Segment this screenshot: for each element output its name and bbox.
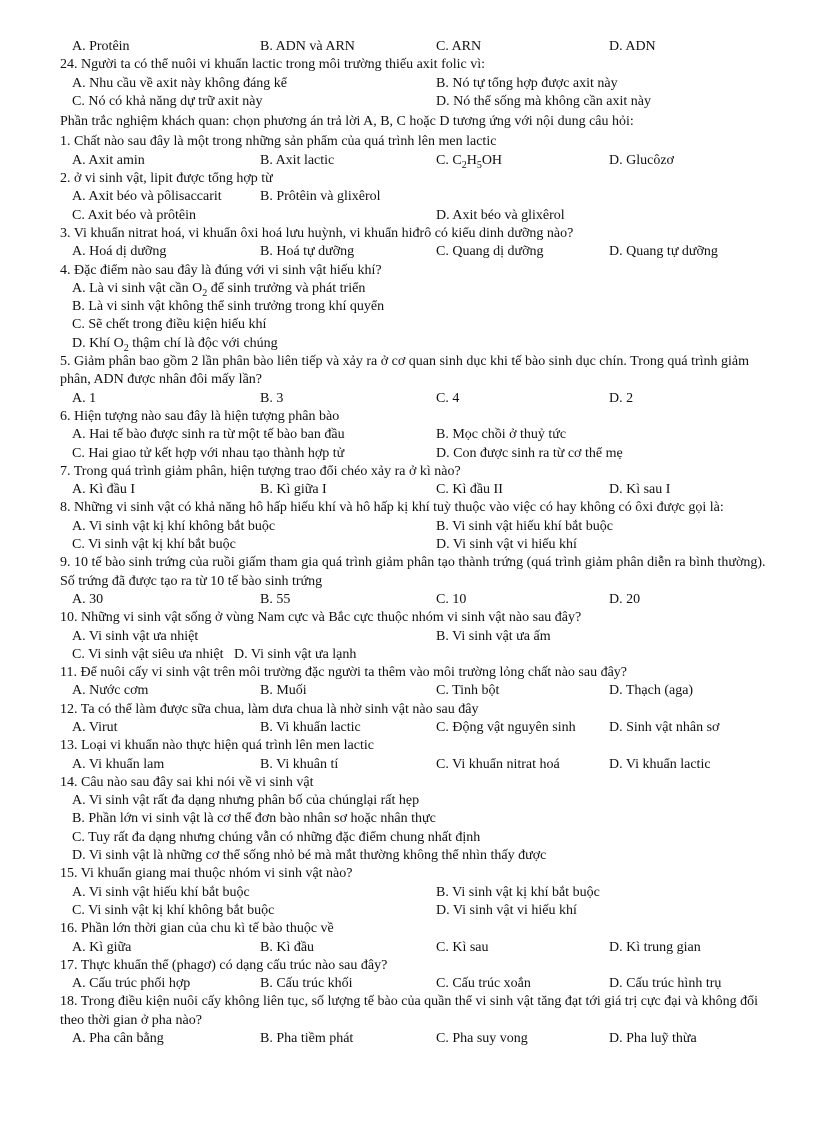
option-b: B. ADN và ARN: [260, 39, 355, 54]
option-a: A. Protêin: [72, 39, 130, 54]
option-b: B. Nó tự tổng hợp được axit này: [436, 75, 618, 91]
question-3-options: [60, 243, 780, 261]
question-8-options-cd: [60, 536, 780, 554]
option-a: A. Axit béo và pôlisaccarit: [72, 189, 222, 205]
option-d: D. Thạch (aga): [609, 683, 694, 699]
question-24-options-ab: [60, 75, 780, 93]
question-4: 4. Đặc điểm nào sau đây là đúng với vi sinh vật hiếu khí?: [60, 262, 382, 278]
option-a: A. 30: [72, 591, 104, 607]
question-17: 17. Thực khuẩn thể (phagơ) có dạng cấu trúc nào sau đây?: [60, 957, 388, 973]
option-c: C. Pha suy vong: [436, 1031, 528, 1047]
option-a: A. Vi sinh vật rất đa dạng nhưng phân bố của chúnglại rất hẹp: [72, 793, 420, 809]
option-d: D. Vi sinh vật là những cơ thể sống nhỏ bé mà mắt thường không thể nhìn thấy được: [72, 848, 547, 864]
option-c: C. Hai giao tử kết hợp với nhau tạo thành hợp tử: [72, 445, 345, 461]
option-b: B. 55: [260, 591, 291, 607]
option-d: D. Con được sinh ra từ cơ thể mẹ: [436, 445, 623, 461]
option-d: D. Kì trung gian: [609, 939, 701, 955]
question-5: 5. Giảm phân bao gồm 2 lần phân bào liên tiếp và xảy ra ở cơ quan sinh dục khi tế bào sinh dục chín. Trong quá trình giảm phân, ADN được nhân đôi mấy lần?: [60, 354, 750, 388]
option-b: B. Vi khuẩn lactic: [260, 719, 361, 735]
option-a: A. Kì đầu I: [72, 482, 135, 498]
option-c: C. ARN: [436, 39, 482, 54]
option-c: C. Tinh bột: [436, 683, 500, 699]
question-9-options: [60, 591, 780, 609]
option-b: B. Mọc chồi ở thuỷ tức: [436, 427, 567, 443]
option-b: B. Axit lactic: [260, 152, 335, 168]
option-a: A. Vi sinh vật hiếu khí bắt buộc: [72, 884, 250, 900]
option-a: A. Là vi sinh vật cần $O_2$ để sinh trưởng và phát triển: [72, 280, 366, 299]
option-a: A. Cấu trúc phối hợp: [72, 976, 191, 992]
question-1-options: [60, 152, 780, 170]
option-b: B. Kì giữa I: [260, 482, 327, 498]
question-16: 16. Phần lớn thời gian của chu kì tế bào thuộc về: [60, 921, 334, 937]
option-c: C. Sẽ chết trong điều kiện hiếu khí: [72, 317, 267, 333]
option-a: A. Hai tế bào được sinh ra từ một tế bào ban đầu: [72, 427, 345, 443]
option-d: D. Cấu trúc hình trụ: [609, 976, 722, 992]
question-15: 15. Vi khuẩn giang mai thuộc nhóm vi sinh vật nào?: [60, 866, 353, 882]
question-17-options: [60, 975, 780, 993]
question-9: 9. 10 tế bào sinh trứng của ruồi giấm tham gia quá trình giảm phân tạo thành trứng (quá trình giảm phân diễn ra bình thường). Số trứng đã được tạo ra từ 10 tế bào sinh trứng: [60, 555, 766, 589]
question-24: 24. Người ta có thể nuôi vi khuẩn lactic trong môi trường thiếu axit folic vì:: [60, 57, 486, 73]
option-c: C. Vi sinh vật kị khí bắt buộc: [72, 537, 236, 553]
option-b: B. Vi sinh vật kị khí bắt buộc: [436, 884, 600, 900]
prev-question-options: [60, 38, 780, 56]
option-c: C. 4: [436, 390, 460, 406]
option-d: D. Vi khuẩn lactic: [609, 756, 711, 772]
question-15-options-cd: [60, 902, 780, 920]
option-a: A. Vi sinh vật kị khí không bắt buộc: [72, 518, 276, 534]
question-10-options-cd: C. Vi sinh vật siêu ưa nhiệt D. Vi sinh vật ưa lạnh: [72, 646, 357, 662]
option-a: A. Hoá dị dưỡng: [72, 244, 167, 260]
option-d: D. ADN: [609, 39, 656, 54]
option-d: D. Nó thể sống mà không cần axit này: [436, 93, 652, 109]
question-8-options-ab: [60, 518, 780, 536]
option-a: A. Nhu cầu về axit này không đáng kể: [72, 75, 287, 91]
option-b: B. Hoá tự dưỡng: [260, 244, 355, 260]
option-a: A. 1: [72, 390, 97, 406]
question-7: 7. Trong quá trình giảm phân, hiện tượng trao đổi chéo xảy ra ở kì nào?: [60, 463, 461, 479]
option-a: A. Virut: [72, 719, 118, 735]
option-b: B. Prôtêin và glixêrol: [260, 189, 381, 205]
option-c: C. Tuy rất đa dạng nhưng chúng vẫn có những đặc điểm chung nhất định: [72, 829, 481, 845]
option-a: A. Pha cân bằng: [72, 1031, 164, 1047]
option-d: D. 20: [609, 591, 641, 607]
question-18-options: [60, 1030, 780, 1048]
question-2-options-ab: [60, 188, 780, 206]
option-d: D. Sinh vật nhân sơ: [609, 719, 720, 735]
option-d: D. Vi sinh vật vi hiếu khí: [436, 537, 577, 553]
option-b: B. Pha tiềm phát: [260, 1031, 354, 1047]
option-b: B. Vi sinh vật hiếu khí bắt buộc: [436, 518, 613, 534]
option-d: D. Pha luỹ thừa: [609, 1031, 697, 1047]
option-c: C. Nó có khả năng dự trữ axit này: [72, 93, 263, 109]
option-a: A. Vi sinh vật ưa nhiệt: [72, 628, 199, 644]
question-6: 6. Hiện tượng nào sau đây là hiện tượng phân bào: [60, 408, 340, 424]
question-1: 1. Chất nào sau đây là một trong những sản phẩm của quá trình lên men lactic: [60, 134, 497, 150]
option-d: D. Quang tự dưỡng: [609, 244, 718, 260]
question-24-options-cd: [60, 93, 780, 111]
option-b: B. Vi sinh vật ưa ấm: [436, 628, 551, 644]
question-7-options: [60, 481, 780, 499]
question-2-options-cd: [60, 207, 780, 225]
option-b: B. Phần lớn vi sinh vật là cơ thể đơn bào nhân sơ hoặc nhân thực: [72, 811, 436, 827]
question-16-options: [60, 939, 780, 957]
option-c: C. Kì đầu II: [436, 482, 503, 498]
question-6-options-cd: [60, 445, 780, 463]
option-d: D. Khí $O_2$ thậm chí là độc với chúng: [72, 335, 278, 354]
option-a: A. Kì giữa: [72, 939, 132, 955]
question-11: 11. Để nuôi cấy vi sinh vật trên môi trường đặc người ta thêm vào môi trường lỏng chất nào sau đây?: [60, 665, 627, 681]
option-b: B. Kì đầu: [260, 939, 315, 955]
option-a: A. Nước cơm: [72, 683, 149, 699]
section-intro: Phần trắc nghiệm khách quan: chọn phương án trả lời A, B, C hoặc D tương ứng với nội dung câu hỏi:: [60, 114, 634, 130]
option-b: B. Là vi sinh vật không thể sinh trưởng trong khí quyển: [72, 299, 385, 315]
option-c: C. Động vật nguyên sinh: [436, 719, 576, 735]
question-3: 3. Vi khuẩn nitrat hoá, vi khuẩn ôxi hoá lưu huỳnh, vi khuẩn hiđrô có kiểu dinh dưỡng nào?: [60, 225, 574, 241]
question-12-options: [60, 719, 780, 737]
question-6-options-ab: [60, 426, 780, 444]
question-15-options-ab: [60, 884, 780, 902]
option-c: C. 10: [436, 591, 467, 607]
question-13-options: [60, 756, 780, 774]
option-c: C. $C_2H_5OH$: [436, 152, 503, 171]
option-d: D. Glucôzơ: [609, 152, 674, 168]
option-b: B. Muối: [260, 683, 307, 699]
option-c: C. Kì sau: [436, 939, 489, 955]
question-11-options: [60, 682, 780, 700]
question-14: 14. Câu nào sau đây sai khi nói về vi sinh vật: [60, 774, 314, 790]
option-c: C. Quang dị dưỡng: [436, 244, 544, 260]
option-a: A. Axit amin: [72, 152, 145, 168]
option-b: B. Cấu trúc khối: [260, 976, 353, 992]
option-b: B. Vi khuân tí: [260, 756, 339, 772]
option-d: D. Kì sau I: [609, 482, 671, 498]
question-18: 18. Trong điều kiện nuôi cấy không liên tục, số lượng tế bào của quần thể vi sinh vật tăng đạt tới giá trị cực đại và không đổi theo thời gian ở pha nào?: [60, 994, 758, 1028]
question-10: 10. Những vi sinh vật sống ở vùng Nam cực và Bắc cực thuộc nhóm vi sinh vật nào sau đây?: [60, 610, 582, 626]
option-d: D. 2: [609, 390, 634, 406]
exam-page: [60, 38, 780, 1048]
question-12: 12. Ta có thể làm được sữa chua, làm dưa chua là nhờ sinh vật nào sau đây: [60, 701, 479, 717]
option-b: B. 3: [260, 390, 284, 406]
option-c: C. Vi khuẩn nitrat hoá: [436, 756, 560, 772]
question-13: 13. Loại vi khuẩn nào thực hiện quá trình lên men lactic: [60, 738, 374, 754]
option-d: D. Axit béo và glixêrol: [436, 207, 565, 223]
question-8: 8. Những vi sinh vật có khả năng hô hấp hiếu khí và hô hấp kị khí tuỳ thuộc vào việc có hay không có ôxi được gọi là:: [60, 500, 724, 516]
option-c: C. Axit béo và prôtêin: [72, 207, 197, 223]
question-2: 2. ở vi sinh vật, lipit được tổng hợp từ: [60, 171, 273, 187]
option-c: C. Vi sinh vật kị khí không bắt buộc: [72, 902, 275, 918]
option-a: A. Vi khuẩn lam: [72, 756, 165, 772]
option-c: C. Cấu trúc xoắn: [436, 976, 531, 992]
option-d: D. Vi sinh vật vi hiếu khí: [436, 902, 577, 918]
question-5-options: [60, 390, 780, 408]
question-10-options-ab: [60, 628, 780, 646]
